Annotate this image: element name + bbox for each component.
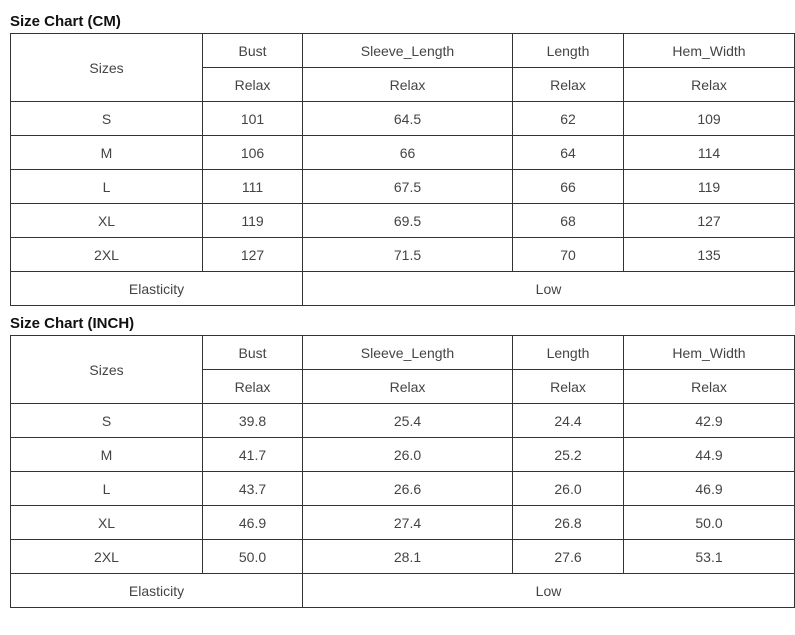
cm-size-table: [10, 33, 795, 306]
column-header-length: Length: [513, 34, 624, 68]
value-cell: 25.2: [513, 438, 624, 472]
inch-size-table: [10, 335, 795, 608]
table-row: [11, 404, 795, 438]
value-cell: 26.6: [303, 472, 513, 506]
size-cell: L: [11, 170, 203, 204]
value-cell: 109: [624, 102, 795, 136]
value-cell: 66: [513, 170, 624, 204]
value-cell: 70: [513, 238, 624, 272]
value-cell: 28.1: [303, 540, 513, 574]
header-row: [11, 34, 795, 68]
column-header-sleeve-length: Sleeve_Length: [303, 336, 513, 370]
value-cell: 71.5: [303, 238, 513, 272]
value-cell: 67.5: [303, 170, 513, 204]
value-cell: 24.4: [513, 404, 624, 438]
sizes-header: Sizes: [11, 336, 203, 404]
subheader-cell: Relax: [624, 68, 795, 102]
value-cell: 66: [303, 136, 513, 170]
table-row: [11, 540, 795, 574]
value-cell: 119: [624, 170, 795, 204]
value-cell: 26.0: [513, 472, 624, 506]
value-cell: 62: [513, 102, 624, 136]
elasticity-label: Elasticity: [11, 272, 303, 306]
table-row: [11, 472, 795, 506]
table-row: [11, 438, 795, 472]
table-row: [11, 170, 795, 204]
size-cell: XL: [11, 204, 203, 238]
value-cell: 42.9: [624, 404, 795, 438]
value-cell: 127: [203, 238, 303, 272]
value-cell: 135: [624, 238, 795, 272]
table-row: [11, 506, 795, 540]
value-cell: 27.6: [513, 540, 624, 574]
header-row: [11, 336, 795, 370]
elasticity-row: [11, 272, 795, 306]
subheader-cell: Relax: [513, 370, 624, 404]
column-header-bust: Bust: [203, 34, 303, 68]
value-cell: 64.5: [303, 102, 513, 136]
subheader-cell: Relax: [624, 370, 795, 404]
value-cell: 69.5: [303, 204, 513, 238]
value-cell: 68: [513, 204, 624, 238]
value-cell: 114: [624, 136, 795, 170]
value-cell: 50.0: [203, 540, 303, 574]
column-header-length: Length: [513, 336, 624, 370]
value-cell: 101: [203, 102, 303, 136]
value-cell: 111: [203, 170, 303, 204]
table-row: [11, 136, 795, 170]
subheader-cell: Relax: [303, 68, 513, 102]
size-cell: S: [11, 102, 203, 136]
elasticity-value: Low: [303, 272, 795, 306]
value-cell: 127: [624, 204, 795, 238]
value-cell: 26.0: [303, 438, 513, 472]
value-cell: 44.9: [624, 438, 795, 472]
value-cell: 50.0: [624, 506, 795, 540]
subheader-cell: Relax: [203, 370, 303, 404]
value-cell: 64: [513, 136, 624, 170]
column-header-hem-width: Hem_Width: [624, 336, 795, 370]
value-cell: 106: [203, 136, 303, 170]
value-cell: 39.8: [203, 404, 303, 438]
inch-chart-title: Size Chart (INCH): [10, 315, 135, 332]
elasticity-row: [11, 574, 795, 608]
elasticity-label: Elasticity: [11, 574, 303, 608]
size-cell: XL: [11, 506, 203, 540]
size-cell: 2XL: [11, 238, 203, 272]
value-cell: 25.4: [303, 404, 513, 438]
table-row: [11, 238, 795, 272]
size-cell: M: [11, 136, 203, 170]
value-cell: 43.7: [203, 472, 303, 506]
value-cell: 26.8: [513, 506, 624, 540]
size-cell: 2XL: [11, 540, 203, 574]
value-cell: 53.1: [624, 540, 795, 574]
size-cell: M: [11, 438, 203, 472]
column-header-sleeve-length: Sleeve_Length: [303, 34, 513, 68]
value-cell: 119: [203, 204, 303, 238]
size-cell: L: [11, 472, 203, 506]
value-cell: 46.9: [203, 506, 303, 540]
column-header-hem-width: Hem_Width: [624, 34, 795, 68]
value-cell: 46.9: [624, 472, 795, 506]
subheader-cell: Relax: [513, 68, 624, 102]
value-cell: 41.7: [203, 438, 303, 472]
size-cell: S: [11, 404, 203, 438]
elasticity-value: Low: [303, 574, 795, 608]
subheader-cell: Relax: [203, 68, 303, 102]
table-row: [11, 204, 795, 238]
subheader-cell: Relax: [303, 370, 513, 404]
table-row: [11, 102, 795, 136]
sizes-header: Sizes: [11, 34, 203, 102]
column-header-bust: Bust: [203, 336, 303, 370]
value-cell: 27.4: [303, 506, 513, 540]
cm-chart-title: Size Chart (CM): [10, 13, 121, 30]
